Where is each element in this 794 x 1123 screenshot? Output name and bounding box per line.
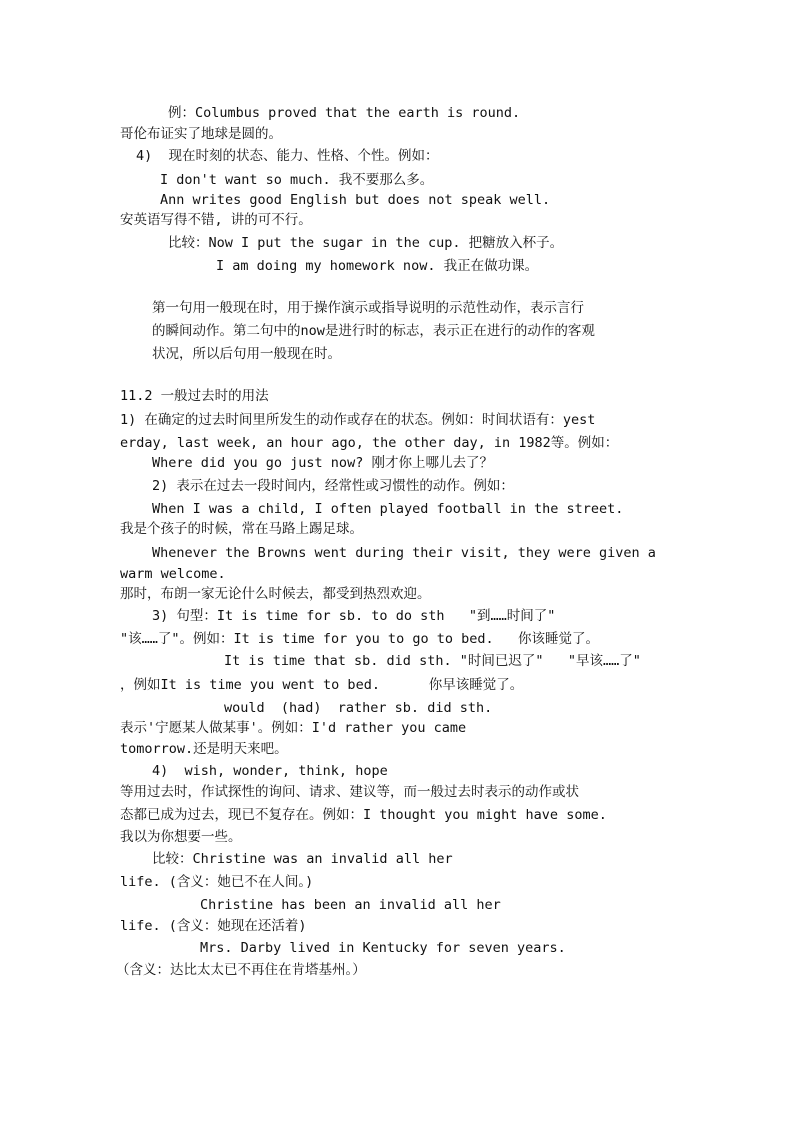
point-3-heading: 3) 句型：It is time for sb. to do sth "到……时间了" bbox=[152, 608, 556, 624]
example-mrs-darby: Mrs. Darby lived in Kentucky for seven years. bbox=[200, 940, 566, 956]
translation-browns: 那时，布朗一家无论什么时候去，都受到热烈欢迎。 bbox=[120, 586, 431, 602]
point-1-line-1: 1) 在确定的过去时间里所发生的动作或存在的状态。例如：时间状语有：yest bbox=[120, 412, 596, 428]
point-3-example-bed: "该……了"。例如：It is time for you to go to bed. 你该睡觉了。 bbox=[120, 631, 599, 647]
point-3-pattern-3: would (had) rather sb. did sth. bbox=[224, 700, 493, 716]
point-3-example-2: ，例如It is time you went to bed. 你早该睡觉了。 bbox=[120, 677, 524, 693]
compare-christine-has-been-cont: life. (含义：她现在还活着) bbox=[120, 918, 307, 934]
example-child-football: When I was a child, I often played football in the street. bbox=[152, 501, 624, 517]
section-heading-11-2: 11.2 一般过去时的用法 bbox=[120, 388, 269, 404]
example-where-did-you-go: Where did you go just now? 刚才你上哪儿去了？ bbox=[152, 455, 493, 471]
compare-christine-was: 比较：Christine was an invalid all her bbox=[152, 851, 453, 867]
example-browns: Whenever the Browns went during their visit, they were given a bbox=[152, 545, 656, 561]
compare-christine-was-cont: life. (含义：她已不在人间。) bbox=[120, 874, 314, 890]
point-3-pattern-2: It is time that sb. did sth. "时间已迟了" "早该……了" bbox=[224, 653, 641, 669]
translation-thought: 我以为你想要一些。 bbox=[120, 829, 242, 845]
translation-mrs-darby: （含义：达比太太已不再住在肯塔基州。） bbox=[116, 962, 366, 978]
example-ann-writes: Ann writes good English but does not speak well. bbox=[160, 192, 551, 208]
point-2-heading: 2) 表示在过去一段时间内，经常性或习惯性的动作。例如： bbox=[152, 478, 514, 494]
translation-ann: 安英语写得不错, 讲的可不行。 bbox=[120, 212, 312, 228]
example-dont-want: I don't want so much. 我不要那么多。 bbox=[160, 172, 434, 188]
translation-columbus: 哥伦布证实了地球是圆的。 bbox=[120, 126, 282, 142]
point-1-line-2: erday, last week, an hour ago, the other day, in 1982等。例如： bbox=[120, 435, 619, 451]
explanation-line-2: 的瞬间动作。第二句中的now是进行时的标志，表示正在进行的动作的客观 bbox=[152, 323, 595, 339]
point-4-line-1: 等用过去时，作试探性的询问、请求、建议等，而一般过去时表示的动作或状 bbox=[120, 784, 579, 800]
point-4-line-2: 态都已成为过去，现已不复存在。例如：I thought you might have some. bbox=[120, 807, 607, 823]
example-browns-cont: warm welcome. bbox=[120, 566, 226, 582]
point-4-heading: 4) 现在时刻的状态、能力、性格、个性。例如： bbox=[136, 148, 439, 164]
example-columbus: 例：Columbus proved that the earth is round. bbox=[168, 105, 521, 121]
compare-homework: I am doing my homework now. 我正在做功课。 bbox=[216, 258, 539, 274]
explanation-line-3: 状况，所以后句用一般现在时。 bbox=[152, 346, 341, 362]
explanation-line-1: 第一句用一般现在时，用于操作演示或指导说明的示范性动作，表示言行 bbox=[152, 300, 584, 316]
point-4-verbs: 4) wish, wonder, think, hope bbox=[152, 763, 388, 779]
point-3-example-3-cont: tomorrow.还是明天来吧。 bbox=[120, 741, 288, 757]
translation-child-football: 我是个孩子的时候，常在马路上踢足球。 bbox=[120, 521, 363, 537]
point-3-example-3: 表示'宁愿某人做某事'。例如：I'd rather you came bbox=[120, 720, 467, 736]
compare-sugar: 比较：Now I put the sugar in the cup. 把糖放入杯子。 bbox=[168, 235, 564, 251]
compare-christine-has-been: Christine has been an invalid all her bbox=[200, 897, 501, 913]
